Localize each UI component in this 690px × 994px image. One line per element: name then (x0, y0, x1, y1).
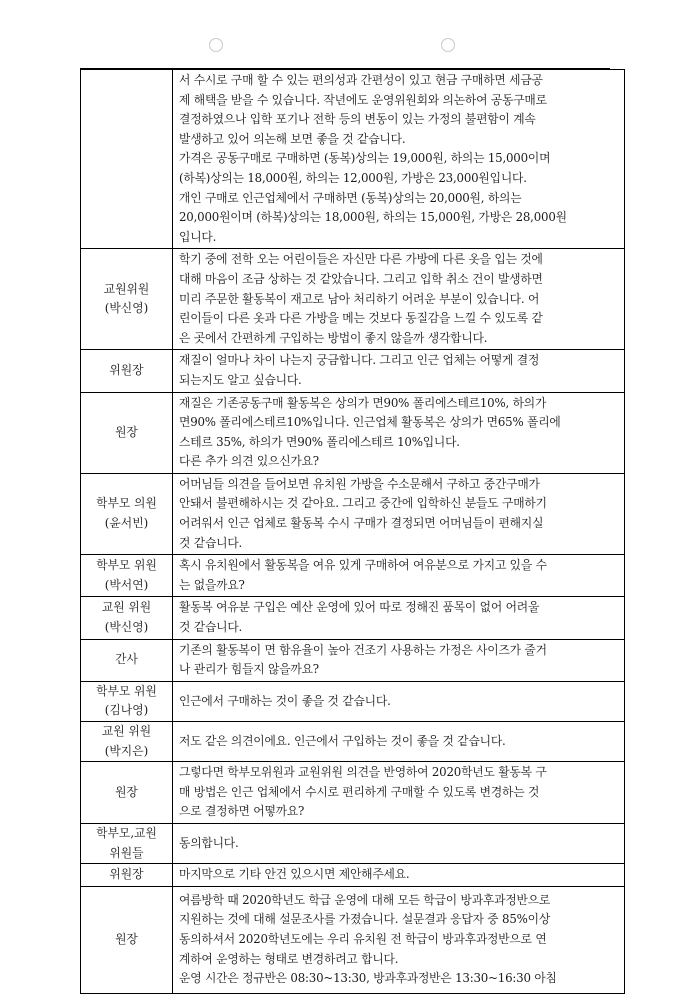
statement-line: 학기 중에 전학 오는 어린이들은 자신만 다른 가방에 다른 옷을 입는 것에 (179, 252, 543, 267)
statement-cell (173, 823, 625, 863)
statement-line: 은 곳에서 간편하게 구입하는 방법이 좋지 않을까 생각합니다. (179, 330, 488, 345)
statement-cell (173, 639, 625, 681)
statement-line: 린이들이 다른 옷과 다른 가방을 메는 것보다 동질감을 느낄 수 있도록 같 (179, 311, 543, 326)
speaker-name-line: 교원 위원 (101, 600, 152, 615)
speaker-cell (81, 762, 173, 824)
speaker-name-line: (윤서빈) (104, 516, 149, 531)
minutes-row (81, 681, 625, 721)
speaker-name-line: (박신영) (104, 620, 149, 635)
speaker-name-line: 학부모 의원 (96, 496, 157, 511)
speaker-name-line: 학부모,교원 (96, 825, 157, 840)
speaker-cell (81, 70, 173, 249)
statement-line: 으로 결정하면 어떻까요? (179, 804, 305, 819)
speaker-name-line: 위원들 (109, 845, 144, 860)
speaker-cell (81, 350, 173, 392)
statement-line: 제 해택을 받을 수 있습니다. 작년에도 운영위원회와 의논하여 공동구매로 (179, 92, 547, 107)
statement-line: 재질이 얼마나 차이 나는지 궁금합니다. 그리고 인근 업체는 어떻게 결정 (179, 353, 540, 368)
speaker-name-line: 교원 위원 (101, 724, 152, 738)
statement-line: 는 없을까요? (179, 577, 245, 592)
speaker-name-line: 학부모 위원 (96, 558, 157, 573)
statement-line: 저도 같은 의견이에요. 인근에서 구입하는 것이 좋을 것 같습니다. (179, 733, 506, 748)
speaker-cell (81, 864, 173, 887)
statement-cell (173, 597, 625, 639)
statement-line: 매 방법은 인근 업체에서 수시로 편리하게 구매할 수 있도록 변경하는 것 (179, 784, 540, 799)
minutes-row (81, 70, 625, 249)
statement-line: 안돼서 불편해하시는 것 같아요. 그리고 중간에 입학하신 분들도 구매하기 (179, 496, 547, 511)
statement-cell (173, 473, 625, 554)
statement-cell (173, 762, 625, 824)
minutes-row (81, 886, 625, 993)
statement-cell (173, 392, 625, 473)
statement-line: 여름방학 때 2020학년도 학급 운영에 대해 모든 학급이 방과후과정반으로 (179, 892, 551, 907)
statement-line: 혹시 유치원에서 활동복을 여유 있게 구매하여 여유분으로 가지고 있을 수 (179, 558, 547, 573)
statement-line: 20,000원이며 (하복)상의는 18,000원, 하의는 15,000원, 가방은 28,000원 (179, 210, 567, 225)
speaker-name-line: 위원장 (109, 867, 144, 882)
minutes-table (80, 69, 625, 994)
statement-cell (173, 555, 625, 597)
statement-line: 결정하였으나 입학 포기나 전학 등의 변동이 있는 가정의 불편함이 계속 (179, 112, 536, 127)
minutes-row (81, 823, 625, 863)
minutes-table-body (81, 70, 625, 994)
statement-line: 서 수시로 구매 할 수 있는 편의성과 간편성이 있고 현금 구매하면 세금공 (179, 73, 543, 87)
statement-cell (173, 864, 625, 887)
speaker-cell (81, 681, 173, 721)
minutes-row (81, 864, 625, 887)
statement-cell (173, 722, 625, 762)
minutes-row (81, 597, 625, 639)
statement-line: 것 같습니다. (179, 620, 243, 635)
statement-line: 동의합니다. (179, 835, 239, 850)
speaker-name-line: (박지은) (104, 743, 149, 758)
speaker-cell (81, 392, 173, 473)
statement-line: 대해 마음이 조금 상하는 것 같았습니다. 그리고 입학 취소 건이 발생하면 (179, 271, 543, 286)
minutes-row (81, 555, 625, 597)
statement-line: 것 같습니다. (179, 535, 243, 550)
statement-line: 인근에서 구매하는 것이 좋을 것 같습니다. (179, 693, 391, 708)
speaker-cell (81, 473, 173, 554)
speaker-name-line: 학부모 위원 (96, 683, 157, 698)
minutes-row (81, 639, 625, 681)
statement-line: 재질은 기존공동구매 활동복은 상의가 면90% 폴리에스테르10%, 하의가 (179, 395, 547, 410)
statement-line: 어머님들 의견을 들어보면 유치원 가방을 수소문해서 구하고 중간구매가 (179, 476, 540, 491)
speaker-cell (81, 555, 173, 597)
statement-cell (173, 350, 625, 392)
minutes-row (81, 473, 625, 554)
statement-line: 기존의 활동복이 면 함유율이 높아 건조기 사용하는 가정은 사이즈가 줄거 (179, 642, 547, 657)
speaker-cell (81, 722, 173, 762)
speaker-cell (81, 823, 173, 863)
statement-cell (173, 70, 625, 249)
statement-line: 되는지도 알고 싶습니다. (179, 372, 302, 387)
statement-line: 지원하는 것에 대해 설문조사를 가졌습니다. 설문결과 응답자 중 85%이상 (179, 912, 551, 927)
statement-line: 활동복 여유분 구입은 예산 운영에 있어 따로 정해진 품목이 없어 어려울 (179, 600, 540, 615)
statement-cell (173, 886, 625, 993)
minutes-row (81, 249, 625, 350)
speaker-cell (81, 639, 173, 681)
statement-cell (173, 249, 625, 350)
speaker-name-line: 위원장 (109, 363, 144, 378)
speaker-name-line: (박신영) (104, 301, 149, 316)
minutes-page (80, 68, 610, 994)
punch-hole-right (441, 38, 455, 52)
speaker-name-line: (박서연) (104, 577, 149, 592)
statement-line: 면90% 폴리에스테르10%입니다. 인근업체 활동복은 상의가 면65% 폴리에 (179, 415, 561, 430)
speaker-name-line: (김나영) (104, 703, 149, 718)
statement-cell (173, 681, 625, 721)
speaker-name-line: 간사 (115, 652, 138, 667)
statement-line: 입니다. (179, 229, 217, 244)
minutes-row (81, 350, 625, 392)
statement-line: 마지막으로 기타 안건 있으시면 제안해주세요. (179, 867, 410, 882)
punch-hole-left (209, 38, 223, 52)
speaker-cell (81, 886, 173, 993)
speaker-name-line: 교원위원 (103, 281, 150, 296)
minutes-row (81, 392, 625, 473)
statement-line: 미리 주문한 활동복이 재고로 남아 처리하기 어려운 부분이 있습니다. 어 (179, 291, 540, 306)
statement-line: (하복)상의는 18,000원, 하의는 12,000원, 가방은 23,000원입니다. (179, 170, 527, 185)
minutes-row (81, 722, 625, 762)
speaker-cell (81, 249, 173, 350)
speaker-name-line: 원장 (115, 784, 138, 799)
statement-line: 그렇다면 학부모위원과 교원위원 의견을 반영하여 2020학년도 활동복 구 (179, 765, 547, 780)
statement-line: 개인 구매로 인근업체에서 구매하면 (동복)상의는 20,000원, 하의는 (179, 190, 522, 205)
speaker-name-line: 원장 (115, 424, 138, 439)
minutes-row (81, 762, 625, 824)
statement-line: 어려워서 인근 업체로 활동복 수시 구매가 결정되면 어머님들이 편해지실 (179, 516, 544, 531)
statement-line: 운영 시간은 정규반은 08:30~13:30, 방과후과정반은 13:30~16:30 아침 (179, 971, 557, 986)
statement-line: 가격은 공동구매로 구매하면 (동복)상의는 19,000원, 하의는 15,000이며 (179, 151, 551, 166)
speaker-cell (81, 597, 173, 639)
statement-line: 동의하셔서 2020학년도에는 우리 유치원 전 학급이 방과후과정반으로 연 (179, 931, 547, 946)
statement-line: 발생하고 있어 의논해 보면 좋을 것 같습니다. (179, 131, 406, 146)
statement-line: 스테르 35%, 하의가 면90% 폴리에스테르 10%입니다. (179, 434, 460, 449)
statement-line: 계하여 운영하는 형태로 변경하려고 합니다. (179, 951, 399, 966)
statement-line: 나 관리가 힘들지 않을까요? (179, 662, 319, 677)
speaker-name-line: 원장 (115, 931, 138, 946)
statement-line: 다른 추가 의견 있으신가요? (179, 454, 319, 469)
